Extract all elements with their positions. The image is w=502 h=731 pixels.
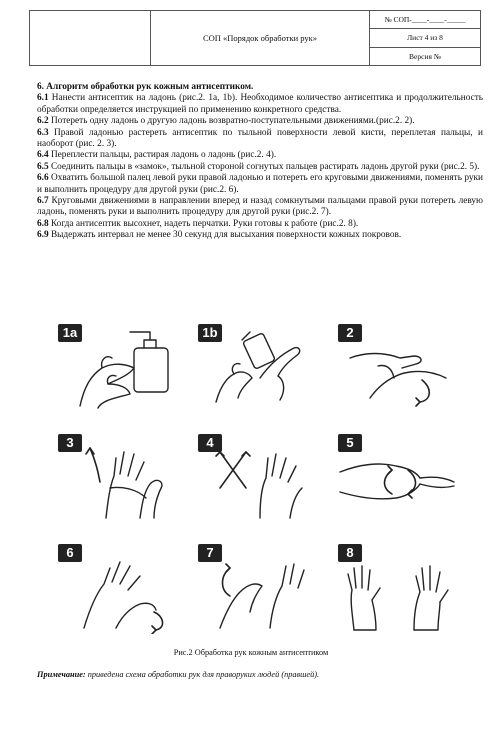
panel-6	[50, 538, 180, 634]
panel-badge: 4	[198, 434, 222, 452]
panel-1b	[190, 318, 320, 414]
document-body	[37, 82, 483, 242]
step-6-2: 6.2 Потереть одну ладонь о другую ладонь возвратно-поступательными движениями.(рис.2. 2).	[37, 116, 415, 127]
panel-badge: 1a	[58, 324, 82, 342]
panel-badge: 7	[198, 544, 222, 562]
panel-badge: 2	[338, 324, 362, 342]
footnote	[37, 670, 319, 679]
panel-1a	[50, 318, 180, 414]
panel-badge: 5	[338, 434, 362, 452]
footnote-label: Примечание:	[37, 670, 86, 679]
panel-7	[190, 538, 320, 634]
step-6-6: 6.6 Охватить большой палец левой руки правой ладонью и потереть его круговыми движениями, поменять руки и выполнить процедуру для другой руки (рис.2. 6).	[37, 173, 483, 195]
step-6-1: 6.1 Нанести антисептик на ладонь (рис.2. 1a, 1b). Необходимое количество антисептика и продолжительность обработки определяется инструкцией по применению конкретного средства.	[37, 93, 483, 115]
panel-badge: 6	[58, 544, 82, 562]
document-header-table	[29, 10, 481, 66]
handwash-figure	[50, 318, 460, 640]
panel-8	[330, 538, 460, 634]
footnote-text: приведена схема обработки рук для праворуких людей (правшей).	[85, 670, 320, 679]
panel-4	[190, 428, 320, 524]
header-sop-code: № СОП-____-____-_____	[370, 11, 480, 29]
header-meta	[370, 11, 480, 65]
panel-3	[50, 428, 180, 524]
header-sheet: Лист 4 из 8	[370, 29, 480, 47]
step-6-7: 6.7 Круговыми движениями в направлении вперед и назад сомкнутыми пальцами правой руки потереть левую ладонь, поменять руки и выполнить процедуру для другой руки (рис.2. 7).	[37, 196, 483, 218]
header-logo-cell	[30, 11, 151, 65]
figure-caption: Рис.2 Обработка рук кожным антисептиком	[173, 648, 329, 657]
step-6-3: 6.3 Правой ладонью растереть антисептик по тыльной поверхности левой кисти, переплетая пальцы, и наоборот (рис. 2. 3).	[37, 127, 483, 150]
step-6-8: 6.8 Когда антисептик высохнет, надеть перчатки. Руки готовы к работе (рис.2. 8).	[37, 218, 359, 229]
step-6-9: 6.9 Выдержать интервал не менее 30 секунд для высыхания поверхности кожных покровов.	[37, 230, 402, 241]
step-6-4: 6.4 Переплести пальцы, растирая ладонь о ладонь (рис.2. 4).	[37, 150, 277, 161]
panel-5	[330, 428, 460, 524]
panel-badge: 3	[58, 434, 82, 452]
header-version: Версия №	[409, 51, 441, 61]
panel-2	[330, 318, 460, 414]
step-6-5: 6.5 Соединить пальцы в «замок», тыльной стороной согнутых пальцев растирать ладонь другой руки (рис.2. 5).	[37, 161, 480, 172]
header-title: СОП «Порядок обработки рук»	[151, 11, 370, 65]
panel-badge: 8	[338, 544, 362, 562]
section-title: 6. Алгоритм обработки рук кожным антисептиком.	[37, 82, 254, 92]
panel-badge: 1b	[198, 324, 222, 342]
